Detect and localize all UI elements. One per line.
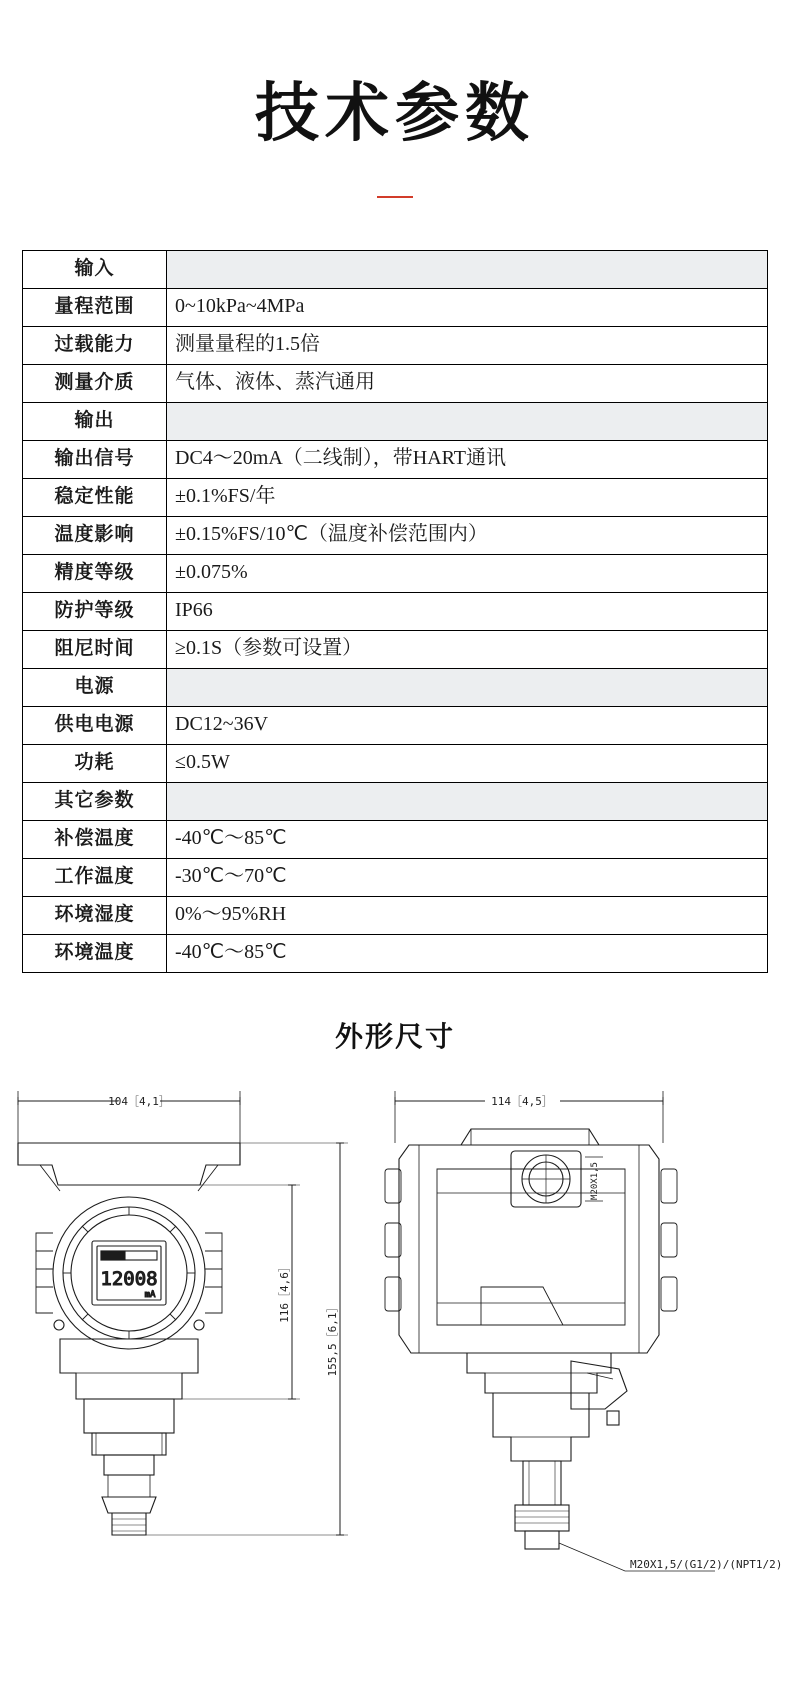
spec-value: ±0.075%	[167, 555, 768, 593]
spec-value: -40℃～85℃	[167, 821, 768, 859]
display-unit: mA	[144, 1290, 156, 1301]
table-row	[23, 783, 768, 821]
front-width-dimension: 104［4,1］	[108, 1095, 170, 1109]
spec-key: 温度影响	[23, 517, 167, 555]
spec-key: 精度等级	[23, 555, 167, 593]
thread-spec-label: M20X1,5/(G1/2)/(NPT1/2)	[630, 1558, 783, 1572]
spec-value: -30℃～70℃	[167, 859, 768, 897]
table-row	[23, 289, 768, 327]
spec-key: 补偿温度	[23, 821, 167, 859]
table-row	[23, 479, 768, 517]
title-divider	[377, 196, 413, 198]
spec-key: 测量介质	[23, 365, 167, 403]
spec-key: 其它参数	[23, 783, 167, 821]
spec-value: ±0.15%FS/10℃（温度补偿范围内）	[167, 517, 768, 555]
spec-value	[167, 669, 768, 707]
conduit-port-label: M20X1,5	[590, 1162, 600, 1201]
spec-value	[167, 251, 768, 289]
spec-key: 工作温度	[23, 859, 167, 897]
spec-key: 环境湿度	[23, 897, 167, 935]
display-value: 12008	[100, 1268, 158, 1291]
spec-key: 输出	[23, 403, 167, 441]
spec-value	[167, 403, 768, 441]
spec-value: ±0.1%FS/年	[167, 479, 768, 517]
table-row	[23, 631, 768, 669]
spec-key: 阻尼时间	[23, 631, 167, 669]
table-row	[23, 669, 768, 707]
table-row	[23, 745, 768, 783]
spec-key: 量程范围	[23, 289, 167, 327]
table-row	[23, 555, 768, 593]
table-row	[23, 821, 768, 859]
page-title: 技术参数	[255, 77, 535, 149]
spec-key: 功耗	[23, 745, 167, 783]
table-row	[23, 403, 768, 441]
front-view-drawing	[0, 1073, 375, 1693]
spec-value: ≥0.1S（参数可设置）	[167, 631, 768, 669]
spec-value: DC4～20mA（二线制），带HART通讯	[167, 441, 768, 479]
spec-value: 0~10kPa~4MPa	[167, 289, 768, 327]
side-view-drawing	[375, 1073, 790, 1693]
table-row	[23, 327, 768, 365]
table-row	[23, 517, 768, 555]
title-divider-wrap	[0, 196, 790, 198]
spec-value: ≤0.5W	[167, 745, 768, 783]
spec-key: 输出信号	[23, 441, 167, 479]
dimension-drawings	[0, 1073, 790, 1693]
spec-key: 稳定性能	[23, 479, 167, 517]
spec-key: 电源	[23, 669, 167, 707]
spec-value: -40℃～85℃	[167, 935, 768, 973]
table-row	[23, 365, 768, 403]
table-row	[23, 935, 768, 973]
spec-value: 0%～95%RH	[167, 897, 768, 935]
spec-key: 防护等级	[23, 593, 167, 631]
dimension-heading: 外形尺寸	[334, 1021, 455, 1053]
side-width-dimension: 114［4,5］	[491, 1095, 553, 1109]
spec-value: 测量量程的1.5倍	[167, 327, 768, 365]
table-row	[23, 707, 768, 745]
spec-value: DC12~36V	[167, 707, 768, 745]
table-row	[23, 897, 768, 935]
table-row	[23, 441, 768, 479]
spec-key: 供电电源	[23, 707, 167, 745]
spec-key: 过载能力	[23, 327, 167, 365]
table-row	[23, 251, 768, 289]
table-row	[23, 593, 768, 631]
spec-table-body	[23, 251, 768, 973]
table-row	[23, 859, 768, 897]
front-outer-height-dimension: 155,5［6,1］	[326, 1301, 339, 1377]
spec-key: 输入	[23, 251, 167, 289]
spec-value	[167, 783, 768, 821]
front-inner-height-dimension: 116［4,6］	[278, 1261, 291, 1324]
spec-value: 气体、液体、蒸汽通用	[167, 365, 768, 403]
spec-table-wrap	[22, 250, 768, 973]
spec-value: IP66	[167, 593, 768, 631]
spec-table	[22, 250, 768, 973]
spec-key: 环境温度	[23, 935, 167, 973]
